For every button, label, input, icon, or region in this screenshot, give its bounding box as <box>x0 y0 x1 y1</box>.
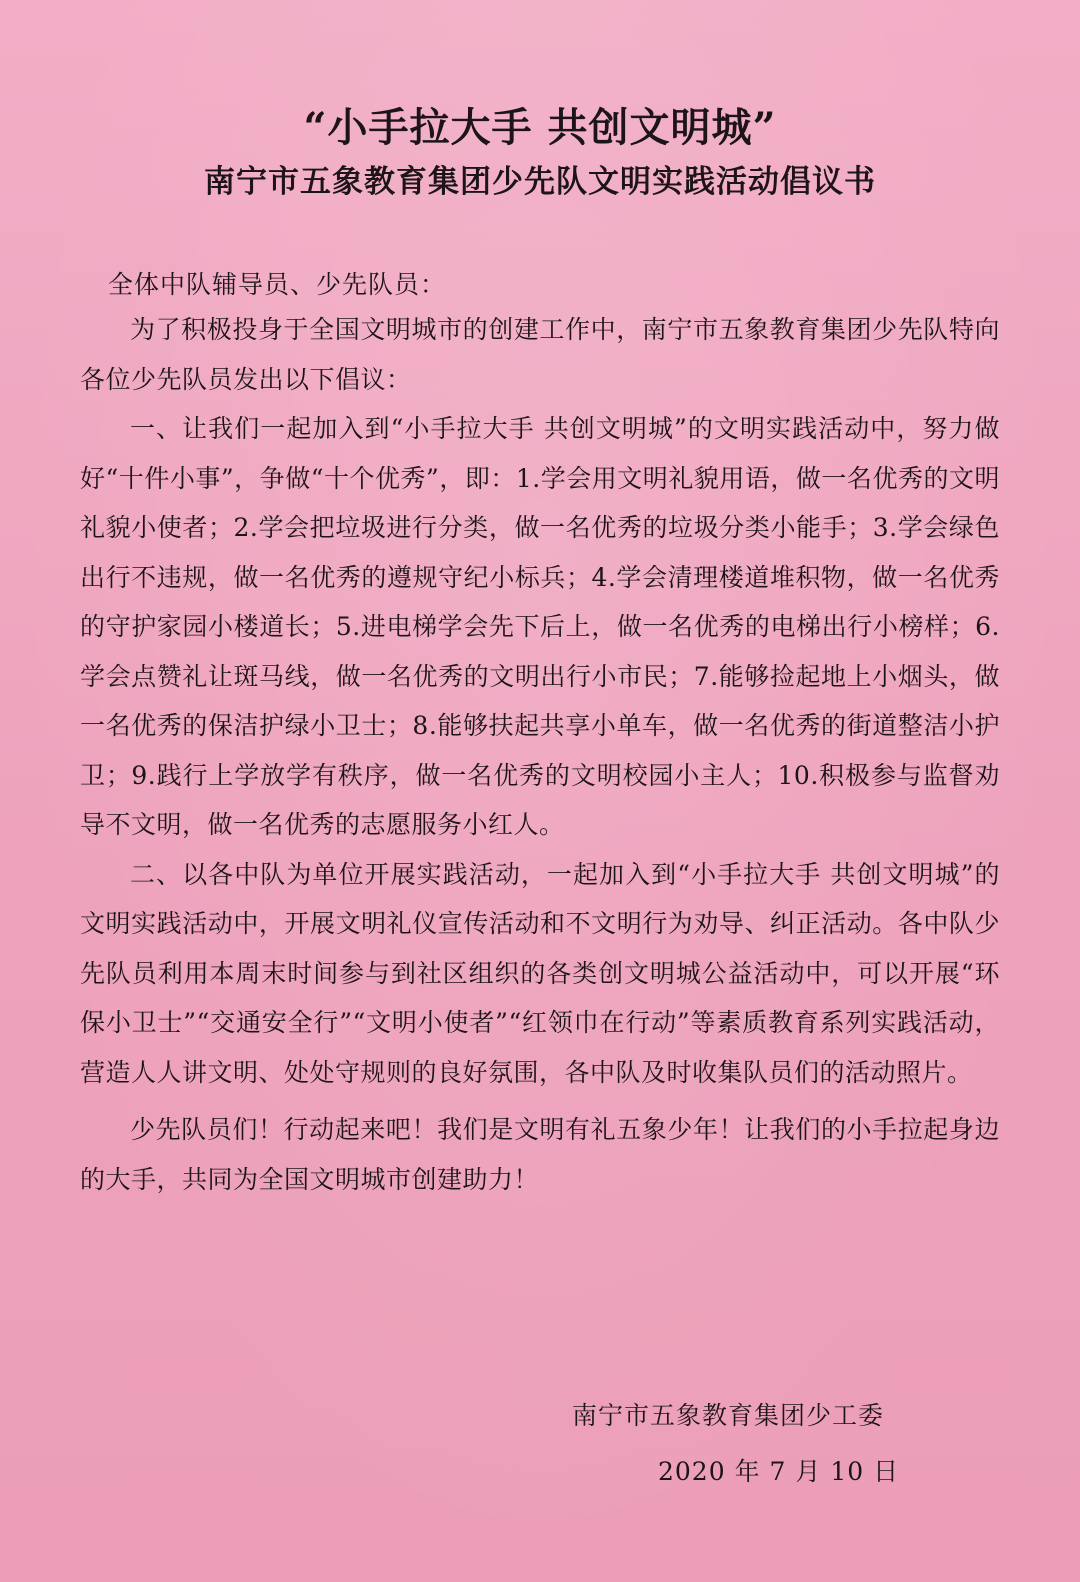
date: 2020 年 7 月 10 日 <box>658 1457 900 1486</box>
paragraph-intro: 为了积极投身于全国文明城市的创建工作中，南宁市五象教育集团少先队特向各位少先队员发出以下倡议： <box>80 315 1000 394</box>
paragraph-item-two: 二、以各中队为单位开展实践活动，一起加入到“小手拉大手 共创文明城”的文明实践活动中，开展文明礼仪宣传活动和不文明行为劝导、纠正活动。各中队少先队员利用本周末时间参与到社区组织的各类创文明城公益活动中，可以开展“环保小卫士”“交通安全行”“文明小使者”“红领巾在行动”等素质教育系列实践活动，营造人人讲文明、处处守规则的良好氛围，各中队及时收集队员们的活动照片。 <box>80 859 1000 1087</box>
document-body <box>80 305 1000 1204</box>
paragraph-item-one: 一、让我们一起加入到“小手拉大手 共创文明城”的文明实践活动中，努力做好“十件小事”，争做“十个优秀”，即：1.学会用文明礼貌用语，做一名优秀的文明礼貌小使者；2.学会把垃圾进行分类，做一名优秀的垃圾分类小能手；3.学会绿色出行不违规，做一名优秀的遵规守纪小标兵；4.学会清理楼道堆积物，做一名优秀的守护家园小楼道长；5.进电梯学会先下后上，做一名优秀的电梯出行小榜样；6.学会点赞礼让斑马线，做一名优秀的文明出行小市民；7.能够捡起地上小烟头，做一名优秀的保洁护绿小卫士；8.能够扶起共享小单车，做一名优秀的街道整洁小护卫；9.践行上学放学有秩序，做一名优秀的文明校园小主人；10.积极参与监督劝导不文明，做一名优秀的志愿服务小红人。 <box>80 414 1000 839</box>
salutation: 全体中队辅导员、少先队员： <box>108 270 447 299</box>
signature: 南宁市五象教育集团少工委 <box>572 1401 885 1430</box>
document-subtitle: 南宁市五象教育集团少先队文明实践活动倡议书 <box>204 164 876 200</box>
paragraph-closing: 少先队员们！行动起来吧！我们是文明有礼五象少年！让我们的小手拉起身边的大手，共同为全国文明城市创建助力！ <box>80 1115 1000 1194</box>
document-title: “小手拉大手 共创文明城” <box>303 104 777 151</box>
